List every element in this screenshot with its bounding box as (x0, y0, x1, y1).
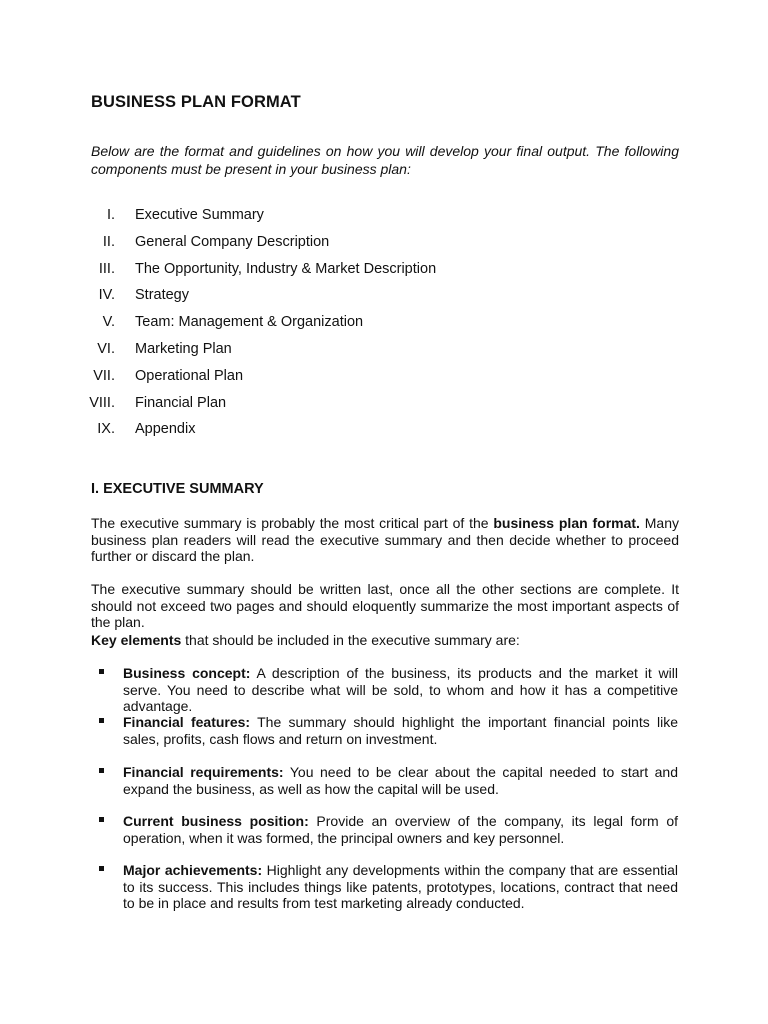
list-item-number: VII. (93, 367, 115, 384)
bullet-text (123, 813, 678, 846)
bullet-description: You need to be clear about the capital needed to start and expand the business, as well as how the capital will be used. (123, 764, 678, 797)
square-bullet-icon (99, 866, 104, 871)
bullet-text (123, 862, 678, 912)
bullet-description: The summary should highlight the important financial points like sales, profits, cash flows and return on investment. (123, 714, 678, 747)
list-item-label: Marketing Plan (135, 340, 232, 357)
list-item-number: II. (102, 233, 115, 250)
bullet-term: Financial requirements: (123, 764, 284, 780)
list-item-number: V. (102, 314, 115, 331)
list-item-label: Strategy (135, 287, 189, 304)
paragraph-text: Many business plan readers will read the executive summary and then decide whether to proceed further or discard the plan. (91, 515, 679, 564)
paragraph-bold-text: Key elements (91, 632, 182, 648)
list-item (0, 366, 768, 393)
list-item (0, 339, 768, 366)
list-item-number: I. (106, 207, 115, 223)
square-bullet-icon (99, 669, 104, 674)
bullet-text (123, 665, 678, 715)
list-item-number: IX. (97, 421, 115, 438)
list-item (0, 232, 768, 259)
section-heading: I. EXECUTIVE SUMMARY (91, 481, 264, 497)
list-item-number: IV. (98, 287, 115, 304)
bullet-term: Major achievements: (123, 862, 263, 878)
square-bullet-icon (99, 768, 104, 773)
key-elements-intro (91, 632, 679, 649)
list-item-label: Executive Summary (135, 207, 264, 223)
list-item-label: Team: Management & Organization (135, 314, 364, 331)
list-item-label: Appendix (135, 421, 196, 438)
list-item-number: VI. (97, 340, 115, 357)
bullet-text (123, 764, 678, 797)
square-bullet-icon (99, 718, 104, 723)
list-item (0, 285, 768, 312)
list-item-label: General Company Description (135, 233, 330, 250)
list-item-number: III. (98, 260, 115, 277)
list-item (0, 205, 768, 232)
bullet-description: Provide an overview of the company, its legal form of operation, when it was formed, the principal owners and key personnel. (123, 813, 678, 846)
bullet-text (123, 714, 678, 747)
executive-summary-paragraph-2: The executive summary should be written last, once all the other sections are complete. It should not exceed two pages and should eloquently summarize the most important aspects of the plan. (91, 581, 679, 630)
list-item-number: VIII. (89, 394, 115, 411)
paragraph-text: that should be included in the executive summary are: (181, 632, 520, 648)
paragraph-bold-text: business plan format. (493, 515, 640, 531)
list-item (0, 312, 768, 339)
components-list (0, 205, 768, 446)
executive-summary-paragraph-1 (91, 515, 679, 565)
bullet-description: Highlight any developments within the company that are essential to its success. This includes things like patents, prototypes, locations, contract that need to be in place and results from test marketing already conducted. (123, 862, 679, 911)
list-item (0, 419, 768, 446)
intro-paragraph: Below are the format and guidelines on how you will develop your final output. The following components must be present in your business plan: (91, 143, 679, 177)
bullet-description: A description of the business, its products and the market it will serve. You need to describe what will be sold, to whom and how it has a competitive advantage. (123, 665, 679, 714)
list-item (0, 393, 768, 420)
square-bullet-icon (99, 817, 104, 822)
list-item-label: The Opportunity, Industry & Market Description (135, 260, 437, 277)
document-title: BUSINESS PLAN FORMAT (91, 93, 301, 111)
paragraph-text: The executive summary is probably the most critical part of the (91, 515, 494, 531)
bullet-term: Current business position: (123, 813, 309, 829)
bullet-term: Business concept: (123, 665, 251, 681)
list-item-label: Operational Plan (135, 367, 244, 384)
bullet-term: Financial features: (123, 714, 251, 730)
list-item-label: Financial Plan (135, 394, 227, 411)
list-item (0, 259, 768, 286)
